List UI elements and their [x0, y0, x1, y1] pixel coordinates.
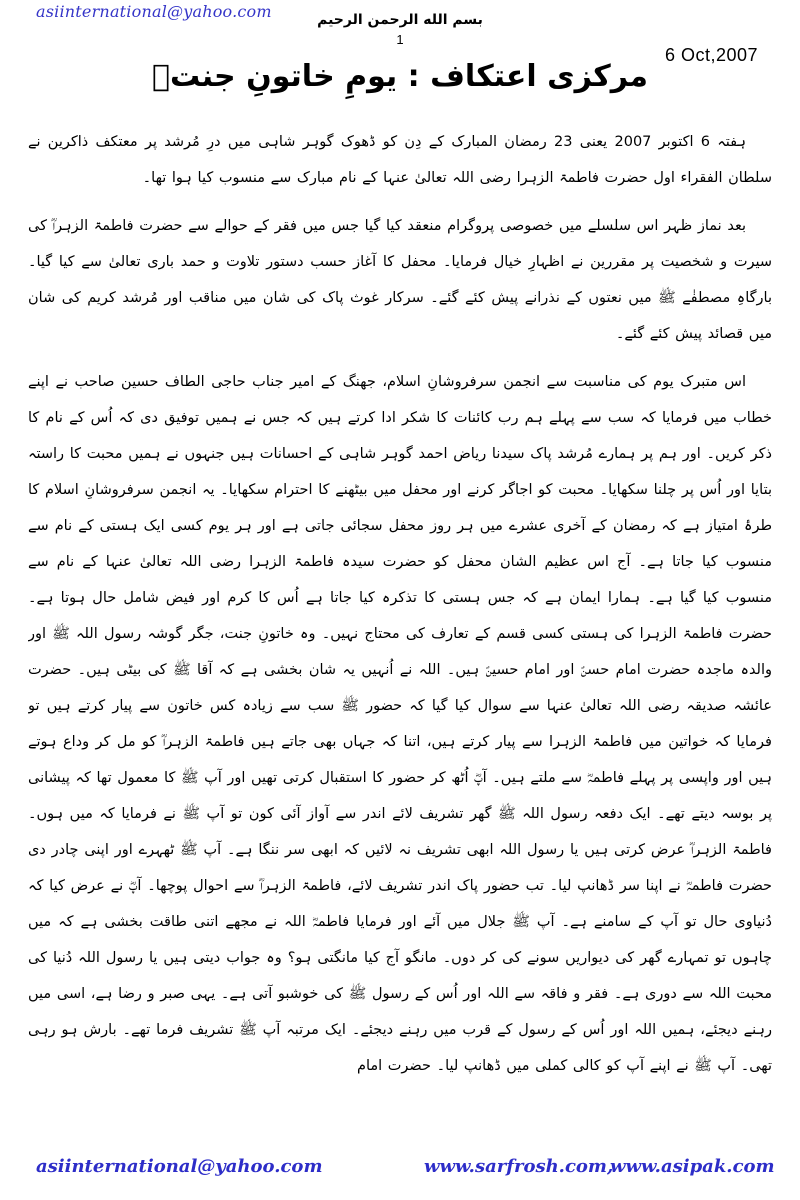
document-title: مرکزی اعتکاف : یومِ خاتونِ جنتؓ	[152, 59, 648, 94]
footer-website-sarfrosh[interactable]: www.sarfrosh.com,	[424, 1156, 614, 1177]
document-body	[28, 124, 772, 1150]
body-paragraph-2: بعد نماز ظہر اس سلسلے میں خصوصی پروگرام منعقد کیا گیا جس میں فقر کے حوالے سے حضرت فاطمۃ الزہراؓ کی سیرت و شخصیت پر مقررین نے اظہارِ خیال فرمایا۔ محفل کا آغاز حسب دستور تلاوت و حمد باری تعالیٰ سے کیا گیا۔ بارگاہِ مصطفٰے ﷺ میں نعتوں کے نذرانے پیش کئے گئے۔ سرکار غوث پاک کی شان میں مناقب اور مُرشد کریم کی شان میں قصائد پیش کئے گئے۔	[28, 218, 772, 342]
document-date: 6 Oct,2007	[664, 45, 758, 65]
page-number: 1	[396, 32, 404, 47]
footer-website-asipak[interactable]: www.asipak.com	[610, 1156, 775, 1177]
document-footer	[0, 1156, 800, 1190]
footer-email-address[interactable]: asiinternational@yahoo.com	[36, 1156, 323, 1177]
body-paragraph-1: ہفتہ 6 اکتوبر 2007 یعنی 23 رمضان المبارک کے دِن کو ڈھوک گوہر شاہی میں درِ مُرشد پر معتکف ذاکرین نے سلطان الفقراء اول حضرت فاطمۃ الزہرا رضی اللہ تعالیٰ عنہا کے نام مبارک سے منسوب کیا ہوا تھا۔	[28, 134, 772, 186]
header-email-address[interactable]: asiinternational@yahoo.com	[36, 2, 272, 21]
body-paragraph-3: اس متبرک یوم کی مناسبت سے انجمن سرفروشانِ اسلام، جھنگ کے امیر جناب حاجی الطاف حسین صاحب نے اپنے خطاب میں فرمایا کہ سب سے پہلے ہم رب کائنات کا شکر ادا کرتے ہیں کہ جس نے ہمیں توفیق دی کہ اُس کے نام کا ذکر کریں۔ اور ہم پر ہمارے مُرشد پاک سیدنا ریاض احمد گوہر شاہی کے احسانات ہیں جنہوں نے ہمیں محبت کا راستہ بتایا اور اُس پر چلنا سکھایا۔ محبت کو اجاگر کرنے اور محفل میں بیٹھنے کا احترام سکھایا۔ یہ انجمن سرفروشانِ اسلام کا طرۂ امتیاز ہے کہ رمضان کے آخری عشرے میں ہر روز محفل سجائی جاتی ہے اور ہر یوم کسی ایک ہستی کے نام سے منسوب کیا جاتا ہے۔ آج اس عظیم الشان محفل کو حضرت سیدہ فاطمۃ الزہرا رضی اللہ تعالیٰ عنہا کے نام سے منسوب کیا گیا ہے۔ ہمارا ایمان ہے کہ جس ہستی کا تذکرہ کیا جاتا ہے اُس کا کرم اور فیض شامل حال ہوتا ہے۔ حضرت فاطمۃ الزہرا کی ہستی کسی قسم کے تعارف کی محتاج نہیں۔ وہ خاتونِ جنت، جگر گوشہ رسول اللہ ﷺ اور والدہ ماجدہ حضرت امام حسنؑ اور امام حسینؑ ہیں۔ اللہ نے اُنہیں یہ شان بخشی ہے کہ آقا ﷺ کی بیٹی ہیں۔ حضرت عائشہ صدیقہ رضی اللہ تعالیٰ عنہا سے سوال کیا گیا کہ حضور ﷺ سب سے زیادہ کس خاتون سے پیار کرتے ہیں تو فرمایا کہ خواتین میں فاطمۃ الزہرا سے پیار کرتے ہیں، اتنا کہ جہاں بھی جاتے ہیں فاطمۃ الزہراؓ کو مل کر وداع ہوتے ہیں اور واپسی پر پہلے فاطمہؓ سے ملتے ہیں۔ آپؓ اُٹھ کر حضور کا استقبال کرتی تھیں اور آپ ﷺ کا معمول تھا کہ پیشانی پر بوسہ دیتے تھے۔ ایک دفعہ رسول اللہ ﷺ گھر تشریف لائے اندر سے آواز آئی کون تو آپ ﷺ نے فرمایا کہ میں ہوں۔ فاطمۃ الزہراؓ عرض کرتی ہیں یا رسول اللہ ابھی تشریف نہ لائیں کہ ابھی سر ننگا ہے۔ آپ ﷺ ٹھہرے اور اپنی چادر دی حضرت فاطمہؓ نے اپنا سر ڈھانپ لیا۔ تب حضور پاک اندر تشریف لائے، فاطمۃ الزہراؓ سے احوال پوچھا۔ آپؓ نے عرض کیا کہ دُنیاوی حال تو آپ کے سامنے ہے۔ آپ ﷺ جلال میں آئے اور فرمایا فاطمہؓ اللہ نے مجھے اتنی طاقت بخشی ہے کہ میں چاہوں تو تمہارے گھر کی دیواریں سونے کی کر دوں۔ مانگو آج کیا مانگتی ہو؟ وہ جواب دیتی ہیں یا رسول اللہ دُنیا کی محبت اللہ سے دوری ہے۔ فقر و فاقہ سے اللہ اور اُس کے رسول ﷺ کی خوشبو آتی ہے۔ یہی صبر و رضا ہے، اسی میں رہنے دیجئے، ہمیں اللہ اور اُس کے رسول کے قرب میں رہنے دیجئے۔ ایک مرتبہ آپ ﷺ تشریف فرما تھے۔ بارش ہو رہی تھی۔ آپ ﷺ نے اپنے آپ کو کالی کملی میں ڈھانپ لیا۔ حضرت امام	[28, 374, 772, 1074]
bismillah-text: بسم الله الرحمن الرحيم	[317, 12, 483, 28]
